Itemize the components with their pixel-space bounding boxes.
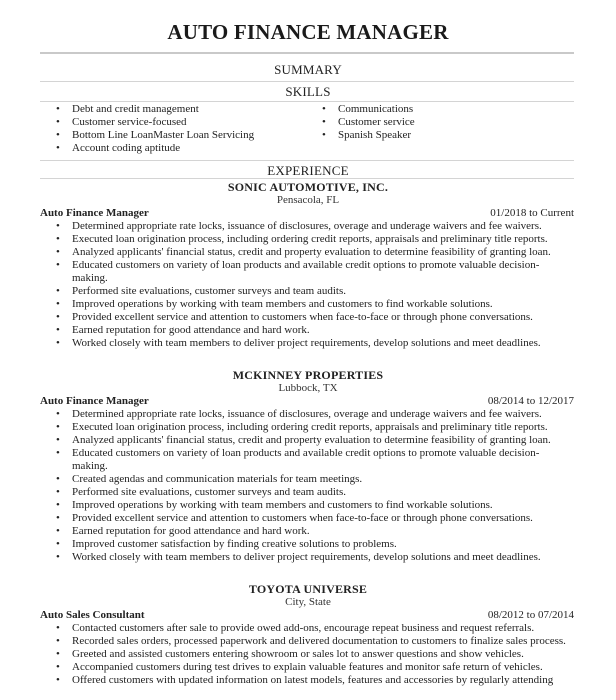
job-bullet: • Provided excellent service and attention to customers when face-to-face or through phone conversations. [56,512,574,525]
job-title: Auto Finance Manager [40,395,149,407]
job-bullet: • Educated customers on variety of loan products and available credit options to promote valuable decision-making. [56,447,574,473]
job-bullet: • Educated customers on variety of loan products and available credit options to promote valuable decision-making. [56,259,574,285]
skill-item: • Bottom Line LoanMaster Loan Servicing [56,129,306,142]
job-bullet: • Offered customers with updated information on latest models, features and accessories by regularly attending [56,674,574,687]
skills-divider [40,101,574,102]
job-bullet: • Improved operations by working with team members and customers to find workable solutions. [56,499,574,512]
job-company: TOYOTA UNIVERSE [248,582,368,596]
experience-divider-top [40,160,574,161]
job-bullet: • Greeted and assisted customers entering showroom or sales lot to answer questions and show vehicles. [56,648,574,661]
job-bullet: • Executed loan origination process, including ordering credit reports, appraisals and preliminary title reports. [56,233,574,246]
job-bullet: • Created agendas and communication materials for team meetings. [56,473,574,486]
job-bullet: • Analyzed applicants' financial status, credit and property evaluation to determine feasibility of granting loan. [56,434,574,447]
job-bullets [56,622,574,687]
job-bullet: • Earned reputation for good attendance and hard work. [56,324,574,337]
summary-divider [40,81,574,82]
skill-item: • Debt and credit management [56,103,306,116]
job-dates: 08/2012 to 07/2014 [487,609,574,621]
skill-item: • Spanish Speaker [322,129,572,142]
job-bullet: • Provided excellent service and attention to customers when face-to-face or through phone conversations. [56,311,574,324]
job-bullet: • Determined appropriate rate locks, issuance of disclosures, overage and underage waivers and fee waivers. [56,408,574,421]
job-dates: 01/2018 to Current [490,207,574,219]
job-bullet: • Executed loan origination process, including ordering credit reports, appraisals and preliminary title reports. [56,421,574,434]
job-bullet: • Determined appropriate rate locks, issuance of disclosures, overage and underage waivers and fee waivers. [56,220,574,233]
skill-item: • Account coding aptitude [56,142,306,155]
job-bullet: • Contacted customers after sale to provide owed add-ons, encourage repeat business and request referrals. [56,622,574,635]
skill-item: • Communications [322,103,572,116]
job-bullet: • Performed site evaluations, customer surveys and team audits. [56,285,574,298]
skills-list-right [322,103,572,142]
job-dates: 08/2014 to 12/2017 [487,395,574,407]
skill-item: • Customer service-focused [56,116,306,129]
job-bullet: • Earned reputation for good attendance and hard work. [56,525,574,538]
job-bullet: • Worked closely with team members to deliver project requirements, develop solutions and meet deadlines. [56,337,574,350]
job-bullet: • Recorded sales orders, processed paperwork and delivered documentation to customers to finalize sales process. [56,635,574,648]
job-title: Auto Sales Consultant [40,609,145,621]
job-bullet: • Improved customer satisfaction by finding creative solutions to problems. [56,538,574,551]
skill-item: • Customer service [322,116,572,129]
job-bullet: • Accompanied customers during test drives to explain valuable features and monitor safe return of vehicles. [56,661,574,674]
skills-list-left [56,103,306,155]
experience-heading: EXPERIENCE [267,163,349,178]
job-bullets [56,408,574,564]
job-company: SONIC AUTOMOTIVE, INC. [227,180,389,194]
job-bullets [56,220,574,350]
experience-divider [40,178,574,179]
job-bullet: • Performed site evaluations, customer surveys and team audits. [56,486,574,499]
job-bullet: • Worked closely with team members to deliver project requirements, develop solutions and meet deadlines. [56,551,574,564]
resume-title: AUTO FINANCE MANAGER [167,20,449,44]
job-location: Pensacola, FL [276,194,340,206]
job-bullet: • Improved operations by working with team members and customers to find workable solutions. [56,298,574,311]
job-title: Auto Finance Manager [40,207,149,219]
job-location: Lubbock, TX [278,382,338,394]
job-location: City, State [285,596,331,608]
title-divider [40,52,574,54]
skills-heading: SKILLS [285,84,331,99]
job-company: MCKINNEY PROPERTIES [232,368,384,382]
summary-heading: SUMMARY [274,62,342,77]
job-bullet: • Analyzed applicants' financial status, credit and property evaluation to determine feasibility of granting loan. [56,246,574,259]
